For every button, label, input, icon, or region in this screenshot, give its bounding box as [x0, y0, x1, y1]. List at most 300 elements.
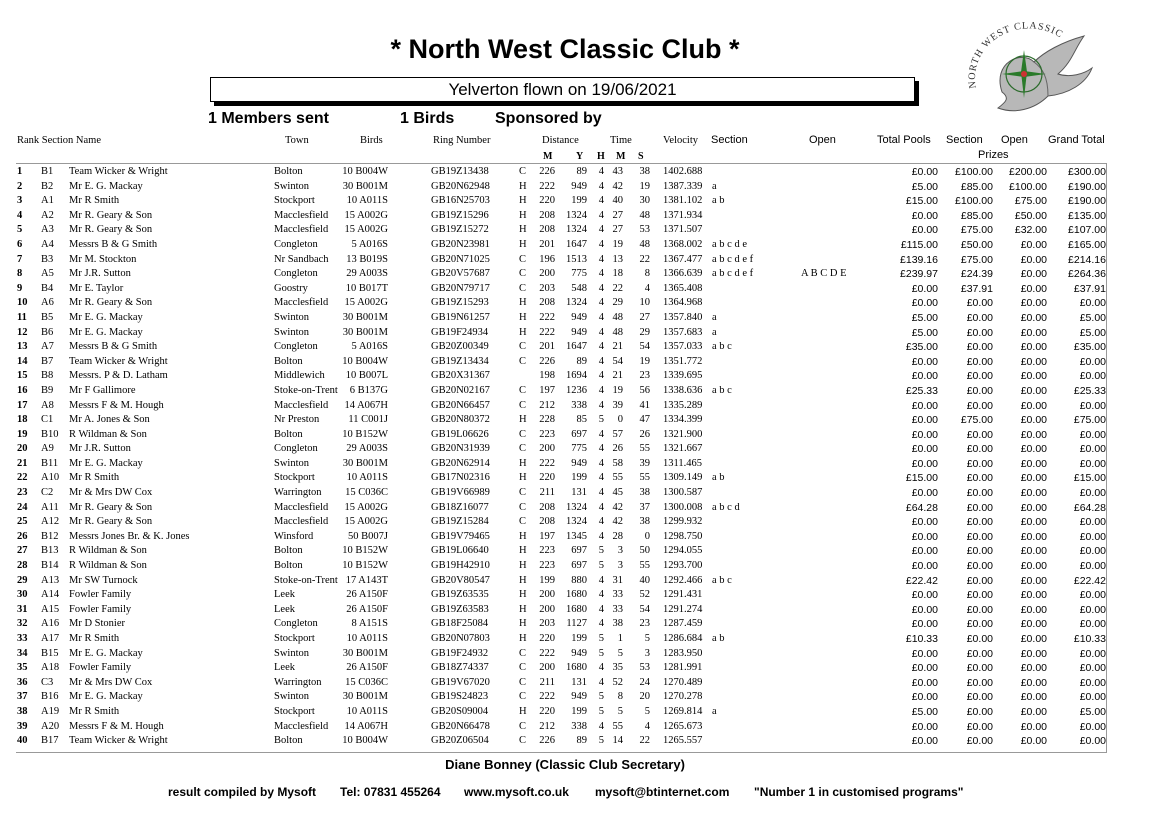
section-prize-cell: £0.00 — [966, 428, 993, 441]
birds-cell: 13 B019S — [346, 253, 388, 265]
rank-cell: 20 — [17, 443, 28, 455]
velocity-cell: 1311.465 — [663, 457, 702, 469]
section-cell: A18 — [41, 662, 60, 674]
town-cell: Leek — [274, 589, 295, 601]
header-rank-section-name: Rank Section Name — [17, 135, 101, 146]
section-pools-cell: a b c d e f — [712, 253, 754, 265]
minutes-cell: 21 — [612, 341, 623, 353]
name-cell: Mr E. G. Mackay — [69, 691, 143, 703]
total-pools-cell: £0.00 — [911, 355, 938, 368]
yards-cell: 697 — [571, 560, 587, 572]
table-row — [0, 355, 1170, 370]
section-cell: A2 — [41, 209, 54, 221]
total-pools-cell: £0.00 — [911, 297, 938, 310]
table-top-rule — [16, 163, 1107, 164]
header-section: Section — [711, 134, 748, 146]
section-cell: B3 — [41, 253, 54, 265]
ring-number-cell: GB19L06626 — [431, 428, 489, 440]
velocity-cell: 1371.934 — [663, 209, 703, 221]
seconds-cell: 4 — [644, 282, 650, 294]
name-cell: Mr E. G. Mackay — [69, 647, 143, 659]
hours-cell: 4 — [598, 370, 604, 382]
table-row — [0, 326, 1170, 341]
seconds-cell: 56 — [639, 384, 650, 396]
open-prize-cell: £0.00 — [1020, 633, 1047, 645]
town-cell: Congleton — [274, 341, 318, 353]
rank-cell: 1 — [17, 166, 23, 177]
rank-cell: 38 — [17, 705, 28, 717]
miles-cell: 220 — [539, 633, 555, 644]
name-cell: Mr E. G. Mackay — [69, 311, 143, 323]
total-pools-cell: £0.00 — [911, 282, 938, 295]
name-cell: Team Wicker & Wright — [69, 735, 168, 747]
miles-cell: 200 — [539, 589, 555, 601]
sub-header-hours: H — [597, 151, 605, 162]
section-prize-cell: £0.00 — [966, 443, 993, 456]
name-cell: Mr R Smith — [69, 633, 120, 644]
total-pools-cell: £0.00 — [911, 399, 938, 412]
section-prize-cell: £0.00 — [966, 326, 993, 339]
open-prize-cell: £0.00 — [1020, 647, 1047, 660]
hours-cell: 4 — [598, 428, 604, 440]
minutes-cell: 58 — [612, 457, 623, 469]
table-row — [0, 486, 1170, 501]
grand-total-cell: £37.91 — [1073, 282, 1106, 295]
minutes-cell: 43 — [612, 166, 623, 177]
total-pools-cell: £0.00 — [911, 589, 938, 602]
velocity-cell: 1387.339 — [663, 180, 703, 192]
section-prize-cell: £85.00 — [960, 209, 993, 222]
section-prize-cell: £37.91 — [960, 282, 993, 295]
section-pools-cell: a — [712, 705, 717, 717]
town-cell: Swinton — [274, 457, 310, 469]
town-cell: Winsford — [274, 530, 314, 542]
total-pools-cell: £0.00 — [911, 414, 938, 427]
rank-cell: 10 — [17, 297, 28, 309]
town-cell: Swinton — [274, 180, 310, 192]
miles-cell: 223 — [539, 560, 555, 572]
hours-cell: 5 — [598, 735, 604, 747]
ring-number-cell: GB19Z15284 — [431, 516, 489, 528]
town-cell: Congleton — [274, 268, 318, 280]
town-cell: Bolton — [274, 355, 303, 367]
ring-number-cell: GB20V80547 — [431, 574, 490, 586]
minutes-cell: 39 — [612, 399, 623, 411]
birds-cell: 5 A016S — [351, 238, 388, 250]
hours-cell: 4 — [598, 676, 604, 688]
town-cell: Nr Preston — [274, 414, 320, 426]
ring-number-cell: GB20N80372 — [431, 414, 490, 426]
velocity-cell: 1281.991 — [663, 662, 703, 674]
rank-cell: 13 — [17, 341, 28, 353]
table-row — [0, 399, 1170, 414]
birds-cell: 10 B007L — [345, 370, 388, 382]
minutes-cell: 3 — [617, 545, 623, 557]
rank-cell: 35 — [17, 662, 28, 674]
grand-total-cell: £0.00 — [1079, 428, 1106, 441]
minutes-cell: 3 — [617, 560, 623, 572]
table-row — [0, 647, 1170, 662]
birds-cell: 10 B004W — [342, 735, 388, 747]
section-prize-cell: £75.00 — [960, 224, 993, 237]
total-pools-cell: £5.00 — [911, 180, 938, 193]
birds-cell: 10 B152W — [342, 545, 388, 557]
class-cell: H — [519, 224, 527, 236]
open-prize-cell: £0.00 — [1020, 457, 1047, 470]
class-cell: C — [519, 399, 527, 411]
class-cell: C — [519, 268, 527, 280]
section-cell: B10 — [41, 428, 59, 440]
birds-cell: 10 B152W — [342, 428, 388, 440]
birds-cell: 30 B001M — [342, 691, 388, 703]
minutes-cell: 42 — [612, 516, 623, 528]
yards-cell: 697 — [571, 545, 587, 557]
seconds-cell: 24 — [639, 676, 650, 688]
yards-cell: 131 — [571, 487, 587, 499]
velocity-cell: 1300.587 — [663, 487, 703, 499]
section-pools-cell: a — [712, 326, 717, 338]
seconds-cell: 8 — [644, 268, 650, 280]
section-cell: B17 — [41, 735, 59, 747]
town-cell: Congleton — [274, 238, 318, 250]
open-prize-cell: £0.00 — [1020, 472, 1047, 485]
table-row — [0, 180, 1170, 195]
name-cell: Mr E. G. Mackay — [69, 326, 143, 338]
section-prize-cell: £0.00 — [966, 720, 993, 733]
open-prize-cell: £0.00 — [1020, 311, 1047, 324]
birds-cell: 15 A002G — [344, 224, 388, 236]
rank-cell: 18 — [17, 414, 28, 426]
town-cell: Nr Sandbach — [274, 253, 329, 265]
grand-total-cell: £0.00 — [1079, 297, 1106, 310]
rank-cell: 40 — [17, 735, 28, 747]
class-cell: C — [519, 253, 527, 265]
minutes-cell: 33 — [612, 603, 623, 615]
section-cell: B14 — [41, 560, 59, 572]
total-pools-cell: £239.97 — [900, 268, 938, 281]
velocity-cell: 1309.149 — [663, 472, 703, 484]
minutes-cell: 42 — [612, 501, 623, 513]
birds-cell: 6 B137G — [349, 384, 388, 396]
velocity-cell: 1270.278 — [663, 691, 703, 703]
town-cell: Bolton — [274, 166, 303, 177]
rank-cell: 15 — [17, 370, 28, 382]
table-row — [0, 705, 1170, 720]
hours-cell: 4 — [598, 180, 604, 192]
name-cell: Mr & Mrs DW Cox — [69, 487, 153, 499]
open-prize-cell: £0.00 — [1020, 691, 1047, 704]
hours-cell: 4 — [598, 238, 604, 250]
seconds-cell: 23 — [639, 618, 650, 630]
seconds-cell: 20 — [639, 691, 650, 703]
section-cell: A1 — [41, 195, 54, 207]
section-prize-cell: £0.00 — [966, 384, 993, 397]
open-prize-cell: £50.00 — [1014, 209, 1047, 222]
name-cell: Mr J.R. Sutton — [69, 268, 131, 280]
table-row — [0, 632, 1170, 647]
miles-cell: 222 — [539, 180, 555, 192]
birds-cell: 10 B004W — [342, 355, 388, 367]
ring-number-cell: GB18Z16077 — [431, 501, 489, 513]
miles-cell: 226 — [539, 355, 555, 367]
seconds-cell: 22 — [639, 253, 650, 265]
section-cell: B2 — [41, 180, 54, 192]
section-prize-cell: £100.00 — [955, 195, 993, 208]
section-cell: B13 — [41, 545, 59, 557]
miles-cell: 226 — [539, 735, 555, 747]
open-prize-cell: £0.00 — [1020, 618, 1047, 631]
class-cell: H — [519, 618, 527, 630]
section-cell: B4 — [41, 282, 54, 294]
open-pools-cell: A B C D E — [801, 268, 847, 280]
birds-cell: 14 A067H — [344, 399, 388, 411]
ring-number-cell: GB20N62948 — [431, 180, 490, 192]
velocity-cell: 1365.408 — [663, 282, 703, 294]
table-row — [0, 734, 1170, 749]
miles-cell: 208 — [539, 501, 555, 513]
section-pools-cell: a b — [712, 195, 725, 207]
sub-header-minutes: M — [616, 151, 626, 162]
yards-cell: 949 — [571, 180, 587, 192]
yards-cell: 949 — [571, 457, 587, 469]
grand-total-cell: £0.00 — [1079, 443, 1106, 456]
table-row — [0, 282, 1170, 297]
minutes-cell: 22 — [612, 282, 623, 294]
total-pools-cell: £22.42 — [905, 574, 938, 587]
yards-cell: 775 — [571, 443, 587, 455]
open-prize-cell: £0.00 — [1020, 238, 1047, 251]
name-cell: Mr A. Jones & Son — [69, 414, 150, 426]
total-pools-cell: £15.00 — [905, 195, 938, 208]
name-cell: Mr & Mrs DW Cox — [69, 676, 153, 688]
class-cell: C — [519, 341, 527, 353]
grand-total-cell: £0.00 — [1079, 487, 1106, 500]
velocity-cell: 1335.289 — [663, 399, 703, 411]
name-cell: Mr R. Geary & Son — [69, 501, 153, 513]
class-cell: H — [519, 326, 527, 338]
footer-telephone: Tel: 07831 455264 — [340, 785, 441, 799]
grand-total-cell: £135.00 — [1068, 209, 1106, 222]
rank-cell: 11 — [17, 311, 27, 323]
name-cell: Mr R. Geary & Son — [69, 224, 153, 236]
hours-cell: 4 — [598, 209, 604, 221]
grand-total-cell: £190.00 — [1068, 180, 1106, 193]
name-cell: Mr M. Stockton — [69, 253, 137, 265]
class-cell: H — [519, 414, 527, 426]
grand-total-cell: £0.00 — [1079, 676, 1106, 689]
sub-header-miles: M — [543, 151, 553, 162]
hours-cell: 4 — [598, 311, 604, 323]
miles-cell: 201 — [539, 341, 555, 353]
yards-cell: 131 — [571, 676, 587, 688]
table-row — [0, 223, 1170, 238]
velocity-cell: 1265.673 — [663, 720, 703, 732]
velocity-cell: 1293.700 — [663, 560, 703, 572]
table-row — [0, 194, 1170, 209]
summary-sponsor: Sponsored by — [495, 110, 602, 127]
total-pools-cell: £0.00 — [911, 224, 938, 237]
birds-cell: 10 B004W — [342, 166, 388, 177]
seconds-cell: 3 — [644, 647, 650, 659]
hours-cell: 4 — [598, 224, 604, 236]
birds-cell: 10 A011S — [346, 195, 388, 207]
open-prize-cell: £0.00 — [1020, 487, 1047, 500]
seconds-cell: 55 — [639, 443, 650, 455]
sub-header-yards: Y — [576, 151, 584, 162]
minutes-cell: 55 — [612, 472, 623, 484]
rank-cell: 14 — [17, 355, 28, 367]
town-cell: Macclesfield — [274, 399, 329, 411]
table-row — [0, 311, 1170, 326]
section-cell: A11 — [41, 501, 59, 513]
section-pools-cell: a b c d — [712, 501, 740, 513]
total-pools-cell: £10.33 — [905, 633, 938, 645]
ring-number-cell: GB20N62914 — [431, 457, 490, 469]
ring-number-cell: GB20S09004 — [431, 705, 489, 717]
name-cell: Fowler Family — [69, 603, 132, 615]
open-prize-cell: £0.00 — [1020, 326, 1047, 339]
class-cell: C — [519, 720, 527, 732]
miles-cell: 220 — [539, 472, 555, 484]
total-pools-cell: £0.00 — [911, 166, 938, 178]
yards-cell: 89 — [576, 166, 587, 177]
grand-total-cell: £0.00 — [1079, 530, 1106, 543]
total-pools-cell: £139.16 — [900, 253, 938, 266]
footer-slogan: "Number 1 in customised programs" — [754, 785, 964, 799]
birds-cell: 26 A150F — [346, 603, 388, 615]
class-cell: C — [519, 166, 527, 177]
ring-number-cell: GB19Z15293 — [431, 297, 489, 309]
minutes-cell: 33 — [612, 589, 623, 601]
yards-cell: 1680 — [566, 589, 587, 601]
table-row — [0, 617, 1170, 632]
class-cell: C — [519, 487, 527, 499]
yards-cell: 1513 — [566, 253, 587, 265]
total-pools-cell: £0.00 — [911, 720, 938, 733]
minutes-cell: 55 — [612, 720, 623, 732]
birds-cell: 26 A150F — [346, 662, 388, 674]
section-prize-cell: £0.00 — [966, 618, 993, 631]
miles-cell: 197 — [539, 530, 555, 542]
velocity-cell: 1298.750 — [663, 530, 703, 542]
open-prize-cell: £0.00 — [1020, 297, 1047, 310]
open-prize-cell: £0.00 — [1020, 355, 1047, 368]
logo-text: NORTH WEST CLASSIC — [966, 22, 1066, 90]
section-prize-cell: £0.00 — [966, 297, 993, 310]
seconds-cell: 50 — [639, 545, 650, 557]
open-prize-cell: £0.00 — [1020, 574, 1047, 587]
birds-cell: 17 A143T — [345, 574, 388, 586]
miles-cell: 222 — [539, 691, 555, 703]
total-pools-cell: £0.00 — [911, 516, 938, 529]
birds-cell: 15 C036C — [345, 487, 388, 499]
class-cell: C — [519, 676, 527, 688]
yards-cell: 199 — [571, 472, 587, 484]
minutes-cell: 48 — [612, 311, 623, 323]
sub-header-seconds: S — [638, 151, 644, 162]
minutes-cell: 42 — [612, 180, 623, 192]
hours-cell: 4 — [598, 297, 604, 309]
total-pools-cell: £64.28 — [905, 501, 938, 514]
total-pools-cell: £35.00 — [905, 341, 938, 354]
town-cell: Stockport — [274, 195, 315, 207]
section-prize-cell: £0.00 — [966, 355, 993, 368]
section-cell: C1 — [41, 414, 54, 426]
section-prize-cell: £0.00 — [966, 341, 993, 354]
hours-cell: 5 — [598, 545, 604, 557]
rank-cell: 8 — [17, 268, 23, 280]
minutes-cell: 14 — [612, 735, 623, 747]
name-cell: Team Wicker & Wright — [69, 355, 168, 367]
class-cell: H — [519, 472, 527, 484]
section-prize-cell: £0.00 — [966, 560, 993, 573]
velocity-cell: 1321.667 — [663, 443, 703, 455]
name-cell: Mr E. Taylor — [69, 282, 124, 294]
open-prize-cell: £0.00 — [1020, 282, 1047, 295]
class-cell: H — [519, 209, 527, 221]
total-pools-cell: £0.00 — [911, 370, 938, 383]
seconds-cell: 10 — [639, 297, 650, 309]
grand-total-cell: £64.28 — [1073, 501, 1106, 514]
class-cell: H — [519, 530, 527, 542]
grand-total-cell: £0.00 — [1079, 545, 1106, 558]
rank-cell: 12 — [17, 326, 28, 338]
hours-cell: 4 — [598, 457, 604, 469]
yards-cell: 199 — [571, 633, 587, 644]
hours-cell: 4 — [598, 589, 604, 601]
section-pools-cell: a b c d e — [712, 238, 747, 250]
section-cell: A6 — [41, 297, 54, 309]
total-pools-cell: £15.00 — [905, 472, 938, 485]
minutes-cell: 28 — [612, 530, 623, 542]
total-pools-cell: £0.00 — [911, 603, 938, 616]
miles-cell: 228 — [539, 414, 555, 426]
yards-cell: 1694 — [566, 370, 587, 382]
velocity-cell: 1294.055 — [663, 545, 703, 557]
seconds-cell: 0 — [644, 530, 650, 542]
yards-cell: 880 — [571, 574, 587, 586]
name-cell: Messrs Jones Br. & K. Jones — [69, 530, 190, 542]
yards-cell: 1680 — [566, 662, 587, 674]
section-cell: A3 — [41, 224, 54, 236]
seconds-cell: 47 — [639, 414, 650, 426]
open-prize-cell: £0.00 — [1020, 560, 1047, 573]
grand-total-cell: £5.00 — [1079, 311, 1106, 324]
miles-cell: 222 — [539, 326, 555, 338]
birds-cell: 14 A067H — [344, 720, 388, 732]
total-pools-cell: £0.00 — [911, 662, 938, 675]
section-cell: B7 — [41, 355, 54, 367]
yards-cell: 1324 — [566, 209, 587, 221]
ring-number-cell: GB20Z06504 — [431, 735, 489, 747]
section-cell: A19 — [41, 705, 60, 717]
header-section-prize: Section — [946, 134, 983, 146]
velocity-cell: 1287.459 — [663, 618, 703, 630]
section-prize-cell: £0.00 — [966, 691, 993, 704]
grand-total-cell: £0.00 — [1079, 516, 1106, 529]
section-pools-cell: a b c d e f — [712, 268, 754, 280]
birds-cell: 15 A002G — [344, 501, 388, 513]
seconds-cell: 5 — [644, 705, 650, 717]
table-row — [0, 442, 1170, 457]
hours-cell: 4 — [598, 603, 604, 615]
page-title: * North West Classic Club * — [390, 34, 740, 64]
section-prize-cell: £0.00 — [966, 735, 993, 748]
ring-number-cell: GB19Z63535 — [431, 589, 489, 601]
rank-cell: 3 — [17, 195, 23, 207]
grand-total-cell: £214.16 — [1068, 253, 1106, 266]
header-ring-number: Ring Number — [433, 135, 491, 146]
